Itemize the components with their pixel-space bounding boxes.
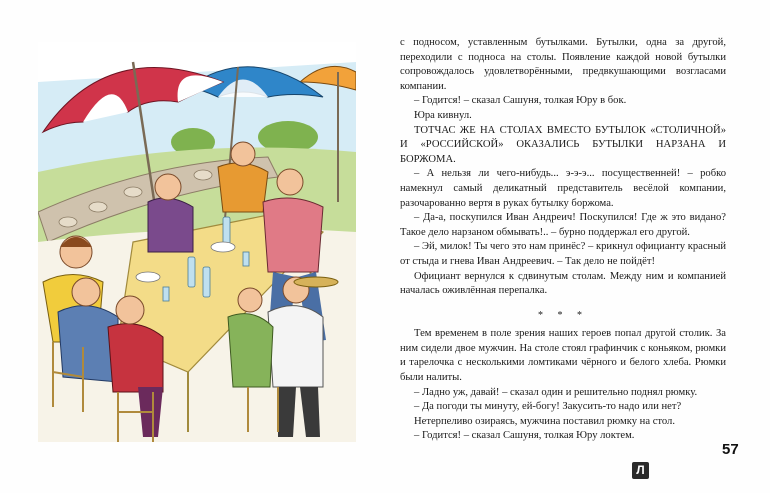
paragraph: – Да-а, поскупился Иван Андреич! Поскупился! Где ж это видано? Такое дело нарзаном обмывать!.. – бурно поддержал его другой.: [400, 212, 726, 238]
paragraph: – Годится! – сказал Сашуня, толкая Юру локтем.: [414, 430, 635, 442]
cafe-illustration: [38, 42, 356, 442]
paragraph: с подносом, уставленным бутылками. Бутылки, одна за другой, переходили с подноса на столы. Появление каждой новой бутылки сопровождалось удовлетворёнными, предвкушающими возгласами компании.: [400, 37, 726, 92]
publisher-logo-icon: Л: [632, 462, 649, 479]
paragraph: Тем временем в поле зрения наших героев попал другой столик. За ним сидели двое мужчин. На столе стоял графинчик с коньяком, рюмки и тарелочка с несколькими ломтиками чёрного и белого хлеба. Рюмки были налиты.: [400, 328, 726, 384]
paragraph: – А нельзя ли чего-нибудь... э-э-э... посущественней! – робко намекнул самый деликатный представитель весёлой компании, разочарованно вертя в руках бутылку боржома.: [400, 168, 726, 209]
paragraph: – Годится! – сказал Сашуня, толкая Юру в бок.: [414, 95, 627, 107]
paragraph: Юра кивнул.: [414, 109, 472, 121]
paragraph-caps: ТОТЧАС ЖЕ НА СТОЛАХ ВМЕСТО БУТЫЛОК «СТОЛИЧНОЙ» И «РОССИЙСКОЙ» ОКАЗАЛИСЬ БУТЫЛКИ НАРЗАНА И БОРЖОМА.: [400, 124, 726, 165]
page-number: 57: [722, 441, 739, 458]
section-separator: * * *: [538, 309, 588, 321]
paragraph: – Ладно уж, давай! – сказал один и решительно поднял рюмку.: [414, 386, 698, 398]
text-column: [400, 36, 726, 444]
paragraph: Нетерпеливо озираясь, мужчина поставил рюмку на стол.: [414, 415, 675, 427]
paragraph: – Да погоди ты минуту, ей-богу! Закусить-то надо или нет?: [414, 401, 682, 413]
paragraph: – Эй, милок! Ты чего это нам принёс? – крикнул официанту красный от стыда и гнева Иван Андреевич. – Так дело не пойдёт!: [400, 241, 726, 267]
paragraph: Официант вернулся к сдвинутым столам. Между ним и компанией началась оживлённая перепалка.: [400, 270, 726, 297]
